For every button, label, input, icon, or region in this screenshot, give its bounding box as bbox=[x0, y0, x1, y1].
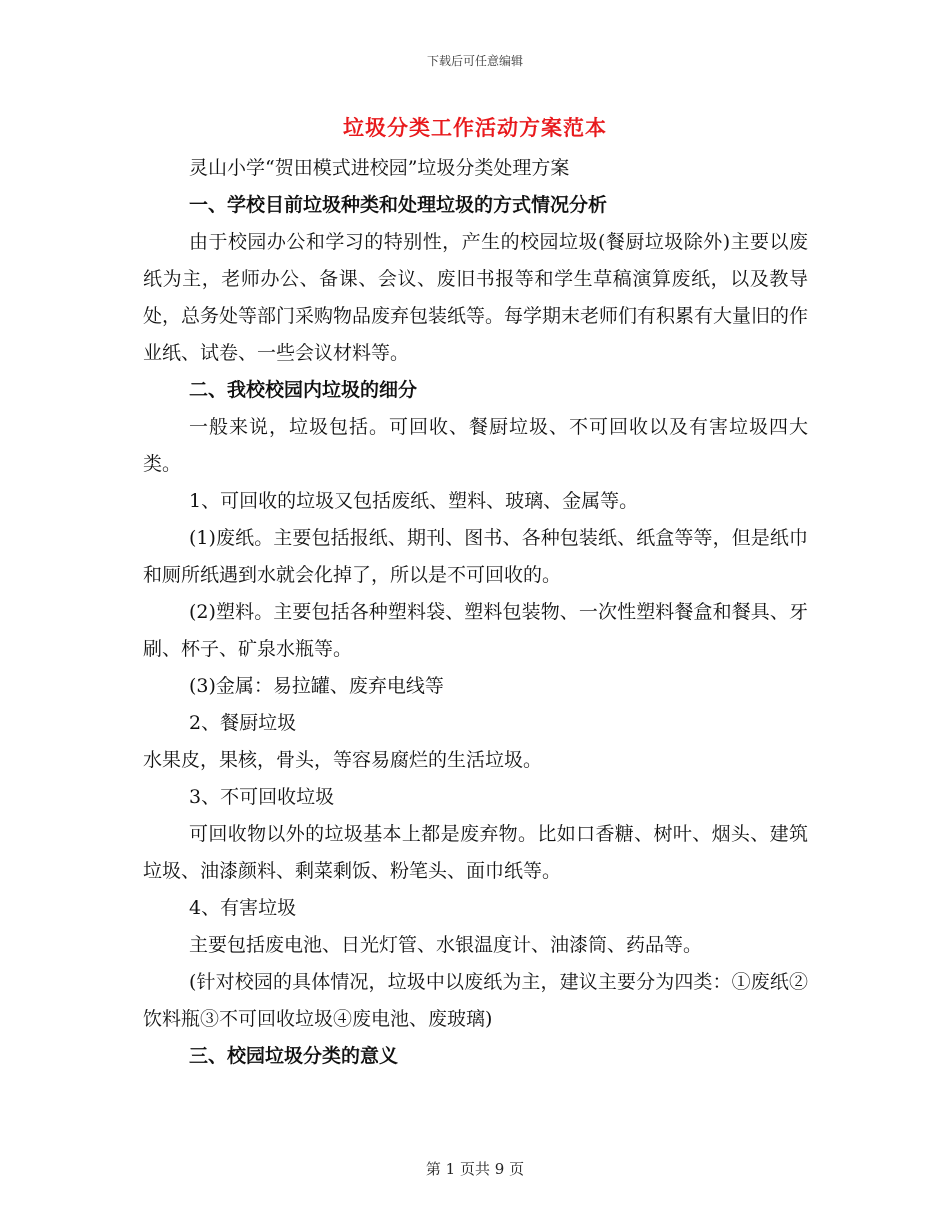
document-body bbox=[143, 150, 808, 1075]
paragraph-categories-intro: 一般来说，垃圾包括。可回收、餐厨垃圾、不可回收以及有害垃圾四大类。 bbox=[143, 416, 808, 475]
list-item-recyclable: 1、可回收的垃圾又包括废纸、塑料、玻璃、金属等。 bbox=[189, 490, 639, 512]
page-footer: 第 1 页共 9 页 bbox=[425, 1160, 525, 1178]
section-heading-2: 二、我校校园内垃圾的细分 bbox=[189, 379, 418, 401]
list-item-kitchen-waste: 2、餐厨垃圾 bbox=[189, 712, 297, 734]
list-item-non-recyclable: 3、不可回收垃圾 bbox=[189, 786, 335, 808]
paragraph-hazardous: 主要包括废电池、日光灯管、水银温度计、油漆筒、药品等。 bbox=[189, 934, 703, 956]
subtitle: 灵山小学“贺田模式进校园”垃圾分类处理方案 bbox=[189, 157, 570, 179]
paragraph-non-recyclable: 可回收物以外的垃圾基本上都是废弃物。比如口香糖、树叶、烟头、建筑垃圾、油漆颜料、剩菜剩饭、粉笔头、面巾纸等。 bbox=[143, 823, 808, 882]
list-item-plastic: (2)塑料。主要包括各种塑料袋、塑料包装物、一次性塑料餐盒和餐具、牙刷、杯子、矿泉水瓶等。 bbox=[143, 601, 808, 660]
document-title: 垃圾分类工作活动方案范本 bbox=[343, 115, 607, 140]
section-heading-3: 三、校园垃圾分类的意义 bbox=[189, 1045, 399, 1067]
paragraph-kitchen-waste: 水果皮，果核，骨头，等容易腐烂的生活垃圾。 bbox=[143, 749, 543, 771]
paragraph-note: (针对校园的具体情况，垃圾中以废纸为主，建议主要分为四类：①废纸②饮料瓶③不可回收垃圾④废电池、废玻璃) bbox=[143, 971, 808, 1030]
list-item-hazardous: 4、有害垃圾 bbox=[189, 897, 297, 919]
list-item-metal: (3)金属：易拉罐、废弃电线等 bbox=[189, 675, 444, 697]
paragraph-analysis: 由于校园办公和学习的特别性，产生的校园垃圾(餐厨垃圾除外)主要以废纸为主，老师办公、备课、会议、废旧书报等和学生草稿演算废纸，以及教导处，总务处等部门采购物品废弃包装纸等。每学期末老师们有积累有大量旧的作业纸、试卷、一些会议材料等。 bbox=[143, 231, 809, 364]
header-note: 下载后可任意编辑 bbox=[426, 54, 523, 68]
section-heading-1: 一、学校目前垃圾种类和处理垃圾的方式情况分析 bbox=[189, 194, 608, 216]
list-item-paper: (1)废纸。主要包括报纸、期刊、图书、各种包装纸、纸盒等等，但是纸巾和厕所纸遇到水就会化掉了，所以是不可回收的。 bbox=[143, 527, 808, 586]
